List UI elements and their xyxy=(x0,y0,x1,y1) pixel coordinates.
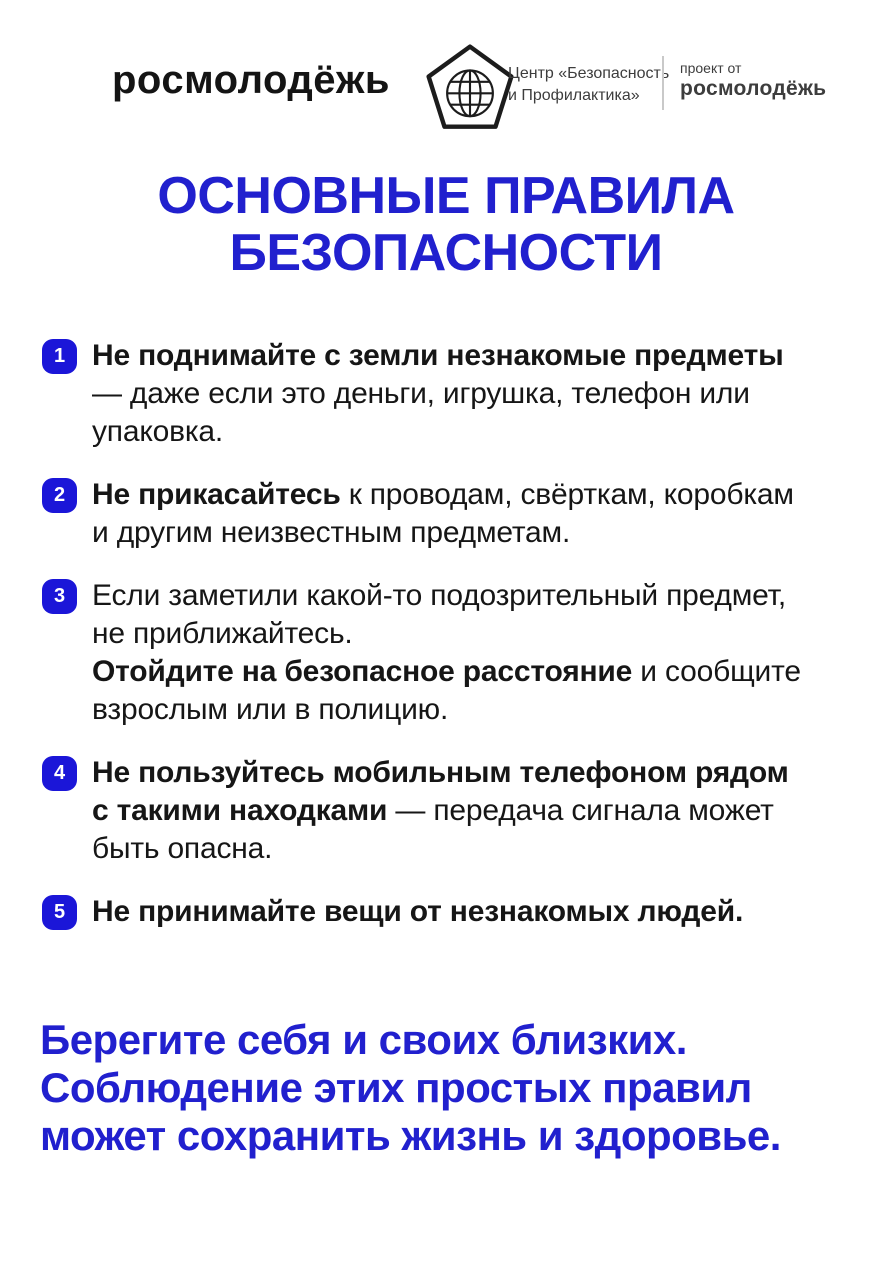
rule-text-regular: — даже если это деньги, игрушка, телефон или упаковка. xyxy=(92,377,750,448)
page-title xyxy=(0,168,892,282)
page-title-line2: БЕЗОПАСНОСТИ xyxy=(229,224,663,282)
page-title-line1: ОСНОВНЫЕ ПРАВИЛА xyxy=(157,167,735,225)
rule-text-bold: Не поднимайте с земли незнакомые предметы xyxy=(92,339,784,372)
rule-text-bold: Отойдите на безопасное расстояние xyxy=(92,655,633,688)
closing-message xyxy=(40,1016,781,1160)
closing-message-line2: Соблюдение этих простых правил xyxy=(40,1064,752,1111)
project-credit-line1: проект от xyxy=(680,60,742,76)
rule-number-badge: 4 xyxy=(42,756,77,791)
rule-number-badge: 3 xyxy=(42,579,77,614)
rule-text-bold: Не прикасайтесь xyxy=(92,478,341,511)
rule-item xyxy=(42,893,806,931)
center-name-line2: и Профилактика» xyxy=(508,87,640,104)
project-credit-line2: росмолодёжь xyxy=(680,77,827,100)
rule-text-bold: Не пользуйтесь мобильным телефоном рядом с такими находками xyxy=(92,756,789,827)
rule-text xyxy=(92,337,806,451)
closing-message-line3: может сохранить жизнь и здоровье. xyxy=(40,1112,781,1159)
center-name xyxy=(508,63,669,107)
rule-number-badge: 2 xyxy=(42,478,77,513)
rule-text xyxy=(92,754,806,868)
rule-item xyxy=(42,577,806,729)
rule-text xyxy=(92,893,806,931)
pentagon-globe-icon xyxy=(426,44,514,132)
rules-list xyxy=(42,337,806,956)
rule-number-badge: 5 xyxy=(42,895,77,930)
header xyxy=(0,0,892,150)
rule-item xyxy=(42,754,806,868)
rule-item xyxy=(42,476,806,552)
header-divider xyxy=(662,56,664,110)
rule-text-regular: Если заметили какой-то подозрительный предмет, не приближайтесь. xyxy=(92,579,786,650)
rule-text-regular: и сообщите взрослым или в полицию. xyxy=(92,655,801,726)
rule-number-badge: 1 xyxy=(42,339,77,374)
rule-text-bold: Не принимайте вещи от незнакомых людей. xyxy=(92,895,744,928)
rule-text-regular: — передача сигнала может быть опасна. xyxy=(92,794,774,865)
closing-message-line1: Берегите себя и своих близких. xyxy=(40,1016,687,1063)
center-name-line1: Центр «Безопасность xyxy=(508,65,670,82)
rosmolodezh-logo: росмолодёжь xyxy=(112,58,390,102)
project-credit xyxy=(680,60,826,102)
rule-item xyxy=(42,337,806,451)
rule-text xyxy=(92,577,806,729)
rule-text-regular: к проводам, свёрткам, коробкам и другим неизвестным предметам. xyxy=(92,478,794,549)
rule-text xyxy=(92,476,806,552)
